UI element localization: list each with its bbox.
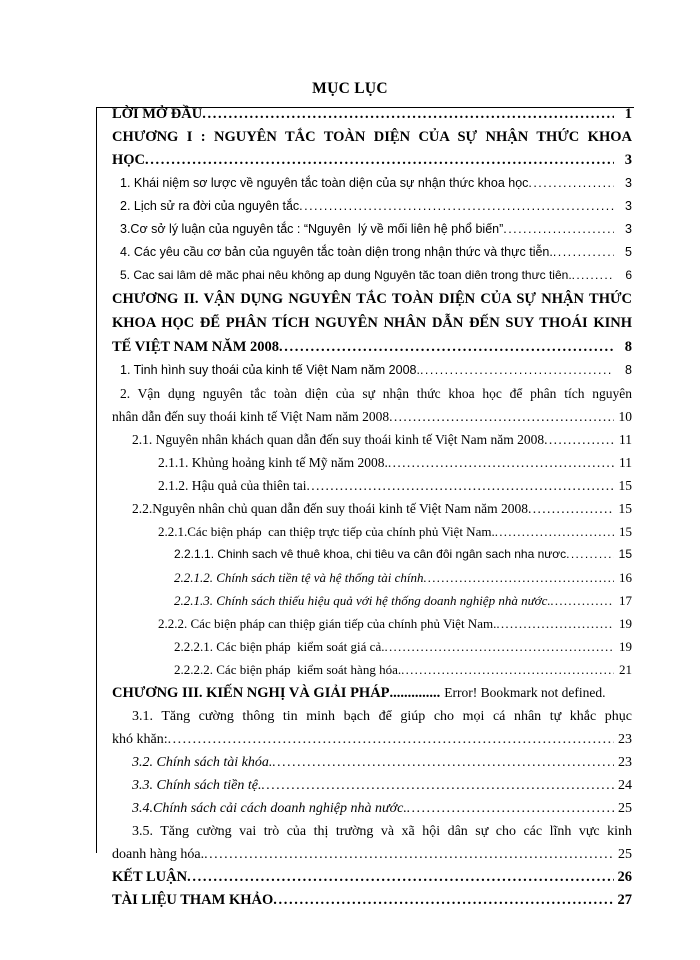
toc-entry-chapter-2[interactable]: CHƯƠNG II. VẬN DỤNG NGUYÊN TẮC TOÀN DIỆN CỦA SỰ NHẬN THỨC KHOA HỌC ĐỂ PHÂN TÍCH NGUYÊN NHÂN DẪN ĐẾN SUY THOÁI KINH TẾ VIỆT NAM NĂM 2008 . . . 8 xyxy=(112,287,632,359)
toc-entry-2-2-1-3[interactable]: 2.2.1.3. Chính sách thiếu hiệu quả với hệ thống doanh nghiệp nhà nước. . . . 17 xyxy=(112,589,632,612)
toc-entry-2-1[interactable]: 1. Tinh hình suy thoái của kinh tế Việt Nam năm 2008. . . . 8 xyxy=(112,359,632,382)
toc-entry-3-4[interactable]: 3.4.Chính sách cải cách doanh nghiệp nhà nước. . . . 25 xyxy=(112,797,632,820)
bookmark-error-text: Error! Bookmark not defined. xyxy=(444,685,606,700)
toc-entry-chapter-3[interactable]: CHƯƠNG III. KIẾN NGHỊ VÀ GIẢI PHÁP .............. Error! Bookmark not defined. xyxy=(112,681,632,705)
toc-entry-references[interactable]: TÀI LIỆU THAM KHẢO . . . 27 xyxy=(112,889,632,912)
toc-entry-2-2-1[interactable]: 2.1. Nguyên nhân khách quan dẫn đến suy thoái kinh tế Việt Nam năm 2008 . . . 11 xyxy=(112,428,632,451)
toc-entry-1-3[interactable]: 3.Cơ sở lý luận của nguyên tắc : “Nguyên lý về mối liên hệ phổ biến” . . . 3 xyxy=(112,218,632,241)
toc-entry-2-2-2[interactable]: 2.2.Nguyên nhân chủ quan dẫn đến suy thoái kinh tế Việt Nam năm 2008 . . . 15 xyxy=(112,497,632,520)
toc-entry-2-2-1-2[interactable]: 2.2.1.2. Chính sách tiền tệ và hệ thống tài chính . . . 16 xyxy=(112,566,632,589)
toc-entry-2-2-1-1[interactable]: 2.2.1.1. Chinh sach vê thuê khoa, chi tiêu va cân đôi ngân sach nha nươc . . . 15 xyxy=(112,543,632,566)
page-title: MỤC LỤC xyxy=(312,80,388,97)
toc-entry-conclusion[interactable]: KẾT LUẬN . . . 26 xyxy=(112,866,632,889)
toc-entry-3-3[interactable]: 3.3. Chính sách tiền tệ. . . . 24 xyxy=(112,774,632,797)
toc-entry-intro[interactable]: LỜI MỞ ĐẦU . . . 1 xyxy=(112,103,632,126)
toc-entry-chapter-1[interactable]: CHƯƠNG I : NGUYÊN TẮC TOÀN DIỆN CỦA SỰ NHẬN THỨC KHOA HỌC . . . 3 xyxy=(112,126,632,172)
toc-entry-2-1-2[interactable]: 2.1.2. Hậu quả của thiên tai . . . 15 xyxy=(112,474,632,497)
toc-entry-3-2[interactable]: 3.2. Chính sách tài khóa. . . . 23 xyxy=(112,751,632,774)
toc-entry-2-1-1[interactable]: 2.1.1. Khủng hoảng kinh tế Mỹ năm 2008. . . . 11 xyxy=(112,451,632,474)
toc-entry-2-2[interactable]: 2. Vận dụng nguyên tắc toàn diện của sự nhận thức khoa học để phân tích nguyên nhân dẫn đến suy thoái kinh tế Việt Nam năm 2008 . . . 10 xyxy=(112,382,632,428)
toc-entry-3-5[interactable]: 3.5. Tăng cường vai trò của thị trường và xã hội dân sự cho các lĩnh vực kinh doanh hàng hóa. . . . 25 xyxy=(112,820,632,866)
toc-entry-1-5[interactable]: 5. Cac sai lâm dê măc phai nêu không ap dung Nguyên tăc toan diên trong thưc tiên. . . . 6 xyxy=(112,264,632,287)
toc-entry-2-2-1[interactable]: 2.2.1.Các biện pháp can thiệp trực tiếp của chính phủ Việt Nam. . . . 15 xyxy=(112,520,632,543)
toc-entry-2-2-2-1[interactable]: 2.2.2.1. Các biện pháp kiểm soát giá cả. . . . 19 xyxy=(112,635,632,658)
toc-entry-1-2[interactable]: 2. Lịch sử ra đời của nguyên tắc . . . 3 xyxy=(112,195,632,218)
toc-entry-1-1[interactable]: 1. Khái niệm sơ lược về nguyên tắc toàn diện của sự nhận thức khoa học . . . 3 xyxy=(112,172,632,195)
toc-entry-2-2-2-2[interactable]: 2.2.2.2. Các biện pháp kiểm soát hàng hóa. . . . 21 xyxy=(112,658,632,681)
toc-entry-2-2-2-group[interactable]: 2.2.2. Các biện pháp can thiệp gián tiếp của chính phủ Việt Nam. . . . 19 xyxy=(112,612,632,635)
toc-entry-3-1[interactable]: 3.1. Tăng cường thông tin minh bạch để giúp cho mọi cá nhân tự khắc phục khó khăn: . . . 23 xyxy=(112,705,632,751)
toc-entry-1-4[interactable]: 4. Các yêu cầu cơ bản của nguyên tắc toàn diện trong nhận thức và thực tiễn. . . . 5 xyxy=(112,241,632,264)
table-of-contents xyxy=(112,103,632,912)
